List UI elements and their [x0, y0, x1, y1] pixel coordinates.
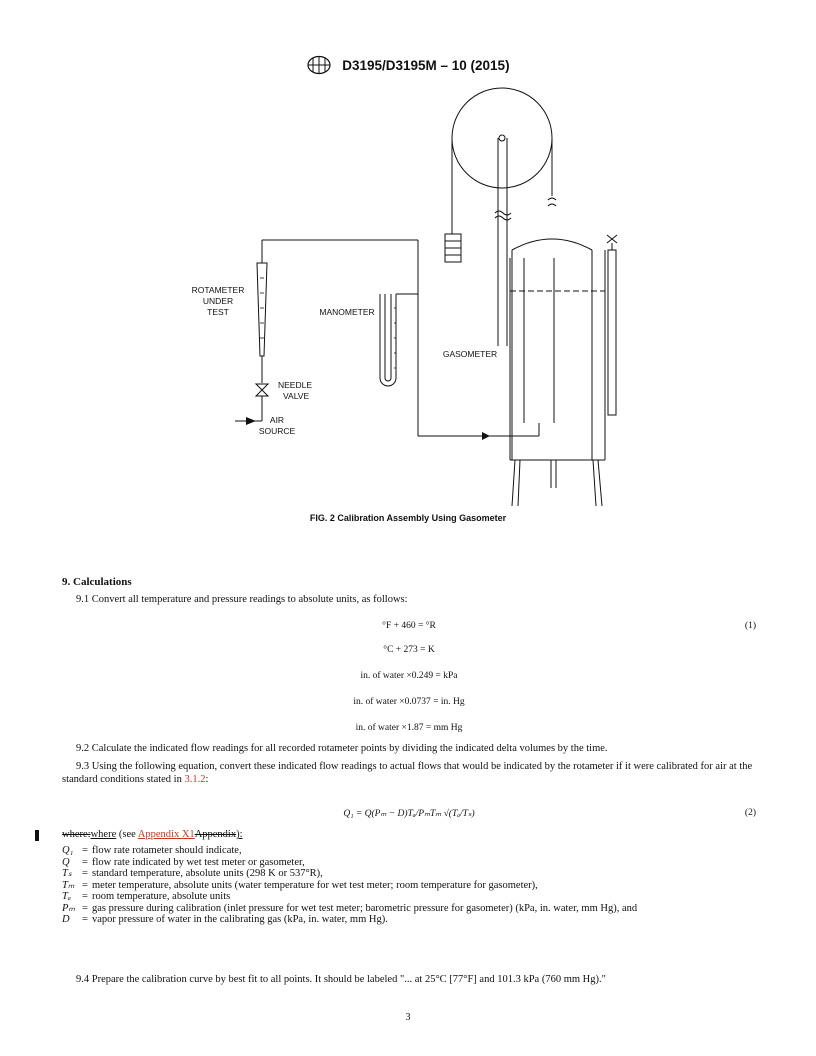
paragraph-9-1: 9.1 Convert all temperature and pressure readings to absolute units, as follows: — [76, 594, 408, 605]
definition-row: Tₐ = room temperature, absolute units — [62, 891, 231, 902]
section-heading: 9. Calculations — [62, 576, 132, 588]
where-old: where: — [62, 829, 91, 840]
label-needle-valve-1: NEEDLE — [278, 380, 313, 390]
pulley-wheel — [452, 88, 552, 188]
equation-1a: °F + 460 = °R — [382, 621, 436, 631]
paragraph-9-2: 9.2 Calculate the indicated flow readings for all recorded rotameter points by dividing the indicated delta volumes by the time. — [76, 743, 608, 754]
where-see: (see — [116, 829, 138, 840]
label-air-source-2: SOURCE — [258, 426, 296, 436]
equation-1d: in. of water ×0.0737 = in. Hg — [353, 697, 465, 707]
figure-caption: FIG. 2 Calibration Assembly Using Gasometer — [309, 513, 507, 523]
paragraph-9-3 — [62, 761, 756, 786]
label-rotameter-1: ROTAMETER — [191, 285, 245, 295]
equation-2: Q₁ = Q(Pₘ − D)Tₐ/PₘTₘ √(Tₐ/Tₛ) — [343, 809, 475, 819]
document-header — [0, 55, 816, 78]
equation-1c: in. of water ×0.249 = kPa — [360, 671, 458, 681]
appendix-x1-link[interactable]: Appendix X1 — [137, 829, 195, 840]
label-air-source-1: AIR — [269, 415, 285, 425]
equation-1-number: (1) — [744, 621, 756, 631]
pulley-axle — [499, 135, 505, 141]
definition-row: Pₘ = gas pressure during calibration (inlet pressure for wet test meter; barometric pressure for gasometer) (kPa, in. water, mm Hg), and — [62, 902, 638, 914]
definition-row: D = vapor pressure of water in the calibrating gas (kPa, in. water, mm Hg). — [62, 914, 388, 925]
equation-1e: in. of water ×1.87 = mm Hg — [355, 723, 463, 733]
definition-row: Tₘ = meter temperature, absolute units (water temperature for wet test meter; room temperature for gasometer), — [62, 879, 538, 891]
definition-row: Tₛ = standard temperature, absolute units (298 K or 537°R), — [62, 868, 323, 879]
reference-link-3-1-2[interactable]: 3.1.2 — [184, 773, 206, 785]
calibration-diagram — [150, 78, 650, 518]
paragraph-9-3-end: : — [205, 773, 209, 785]
calibration-figure — [150, 78, 650, 518]
appendix-old: Appendix — [194, 829, 237, 840]
label-rotameter-2: UNDER — [202, 296, 234, 306]
paragraph-9-3-text: 9.3 Using the following equation, convert these indicated flow readings to actual flows that would be indicated by the rotameter if it were calibrated for air at the standard conditions stated in — [62, 761, 753, 785]
definition-row: Q₁ = flow rate rotameter should indicate, — [62, 845, 242, 856]
label-needle-valve-2: VALVE — [283, 391, 310, 401]
where-close: ): — [236, 829, 243, 840]
variable-definitions — [62, 845, 756, 926]
label-gasometer: GASOMETER — [442, 349, 498, 359]
where-new: where — [90, 829, 117, 840]
paragraph-9-4: 9.4 Prepare the calibration curve by best fit to all points. It should be labeled "... at 25°C [77°F] and 101.3 kPa (760 mm Hg)." — [76, 974, 606, 985]
definition-row: Q = flow rate indicated by wet test meter or gasometer, — [62, 856, 305, 868]
page-number: 3 — [405, 1012, 411, 1023]
equation-1b: °C + 273 = K — [383, 645, 435, 655]
document-designation: D3195/D3195M – 10 (2015) — [342, 58, 510, 74]
where-line — [62, 829, 756, 842]
revision-bar — [35, 830, 39, 841]
label-rotameter-3: TEST — [207, 307, 229, 317]
label-manometer: MANOMETER — [319, 307, 375, 317]
equation-2-number: (2) — [744, 808, 756, 818]
astm-logo-icon — [306, 55, 332, 78]
